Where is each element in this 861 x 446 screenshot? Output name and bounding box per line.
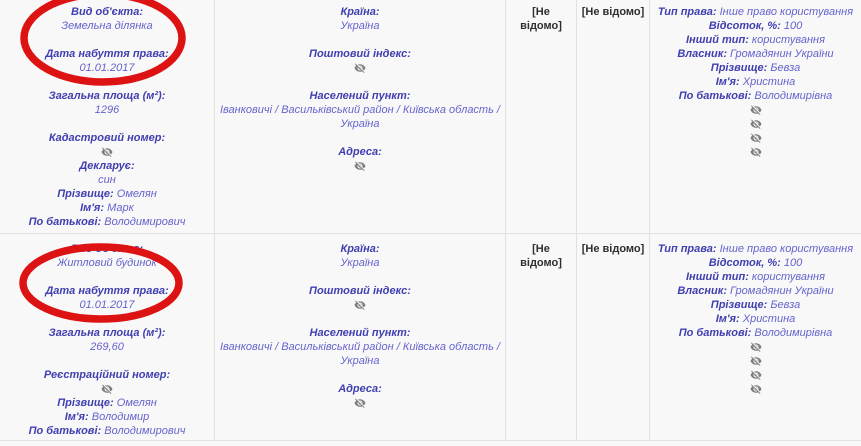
declarant-patronymic-line	[4, 424, 210, 438]
hidden-value-line	[4, 382, 210, 396]
surname-value: Бевза	[770, 299, 801, 311]
percent-line	[652, 19, 859, 33]
declarant-surname-line	[4, 187, 210, 201]
name-value: Христина	[742, 76, 796, 88]
eye-slash-icon	[101, 146, 113, 158]
owner-patronymic-line	[652, 326, 859, 340]
declarant-patronymic-line	[4, 215, 210, 229]
acquire-date-label: Дата набуття права:	[45, 285, 169, 297]
hidden-value-line	[219, 396, 501, 410]
total-area-label: Загальна площа (м²):	[48, 90, 166, 102]
total-area-group	[4, 89, 210, 117]
owner-label: Власник:	[677, 48, 727, 60]
name-label: Ім'я:	[64, 411, 89, 423]
acquire-date-group	[4, 284, 210, 312]
acquire-date-value: 01.01.2017	[79, 299, 135, 311]
surname-value: Бевза	[770, 62, 801, 74]
name-value: Христина	[742, 313, 796, 325]
rights-cell-row1	[650, 0, 861, 233]
unknown-value: [Не відомо]	[581, 243, 645, 255]
other-type-line	[652, 33, 859, 47]
other-type-label: Інший тип:	[686, 34, 749, 46]
surname-label: Прізвище:	[710, 62, 768, 74]
object-type-group	[4, 242, 210, 270]
eye-slash-icon	[354, 299, 366, 311]
unknown-value: [Не відомо]	[581, 6, 645, 18]
address-label: Адреса:	[338, 383, 382, 395]
unknown-cell-2-row2	[577, 234, 650, 440]
hidden-value-line	[219, 298, 501, 312]
object-details-group	[4, 368, 210, 438]
unknown-cell-1-row2	[506, 234, 577, 440]
name-label: Ім'я:	[715, 313, 740, 325]
surname-value: Омелян	[116, 188, 157, 200]
name-value: Марк	[107, 202, 134, 214]
eye-slash-icon	[750, 146, 762, 158]
country-group	[219, 5, 501, 33]
right-type-value: Інше право користування	[719, 243, 854, 255]
percent-label: Відсоток, %:	[708, 257, 781, 269]
country-value: Україна	[340, 20, 380, 32]
registration-number-label: Реєстраційний номер:	[43, 369, 171, 381]
unknown-value: [Не відомо]	[520, 6, 562, 32]
eye-slash-icon	[750, 118, 762, 130]
acquire-date-value: 01.01.2017	[79, 62, 135, 74]
object-cell-row1	[0, 0, 215, 233]
owner-label: Власник:	[677, 285, 727, 297]
total-area-value: 1296	[94, 104, 120, 116]
percent-label: Відсоток, %:	[708, 20, 781, 32]
country-label: Країна:	[340, 243, 380, 255]
patronymic-label: По батькові:	[678, 327, 752, 339]
settlement-label: Населений пункт:	[309, 90, 411, 102]
settlement-label: Населений пункт:	[309, 327, 411, 339]
unknown-cell-2-row1	[577, 0, 650, 233]
object-details-group	[4, 131, 210, 229]
patronymic-label: По батькові:	[28, 216, 102, 228]
name-value: Володимир	[91, 411, 150, 423]
eye-slash-icon	[750, 355, 762, 367]
eye-slash-icon	[750, 104, 762, 116]
object-type-label: Вид об'єкта:	[71, 243, 143, 255]
surname-label: Прізвище:	[57, 397, 114, 409]
eye-slash-icon	[354, 397, 366, 409]
hidden-value-line	[652, 131, 859, 145]
total-area-group	[4, 326, 210, 354]
property-row-2	[0, 234, 861, 441]
surname-label: Прізвище:	[710, 299, 768, 311]
acquire-date-group	[4, 47, 210, 75]
hidden-value-line	[219, 61, 501, 75]
surname-label: Прізвище:	[57, 188, 114, 200]
object-type-value: Земельна ділянка	[61, 20, 153, 32]
other-type-line	[652, 270, 859, 284]
owner-line	[652, 284, 859, 298]
settlement-value: Іванковичі / Васильківський район / Київська область / Україна	[219, 341, 500, 367]
hidden-value-line	[219, 159, 501, 173]
address-label: Адреса:	[338, 146, 382, 158]
declares-value: син	[98, 174, 116, 186]
address-group	[219, 382, 501, 410]
owner-name-line	[652, 75, 859, 89]
owner-surname-line	[652, 298, 859, 312]
hidden-value-line	[652, 103, 859, 117]
postal-code-label: Поштовий індекс:	[309, 285, 411, 297]
hidden-value-line	[652, 354, 859, 368]
other-type-value: користування	[751, 271, 825, 283]
settlement-group	[219, 326, 501, 368]
hidden-value-line	[652, 368, 859, 382]
hidden-value-line	[652, 382, 859, 396]
unknown-value: [Не відомо]	[520, 243, 562, 269]
eye-slash-icon	[750, 341, 762, 353]
postal-code-label: Поштовий індекс:	[309, 48, 411, 60]
patronymic-value: Володимирівна	[754, 90, 833, 102]
owner-surname-line	[652, 61, 859, 75]
acquire-date-label: Дата набуття права:	[45, 48, 169, 60]
settlement-group	[219, 89, 501, 131]
other-type-label: Інший тип:	[686, 271, 749, 283]
surname-value: Омелян	[116, 397, 157, 409]
right-type-label: Тип права:	[657, 6, 717, 18]
object-cell-row2	[0, 234, 215, 440]
settlement-value: Іванковичі / Васильківський район / Київська область / Україна	[219, 104, 500, 130]
country-group	[219, 242, 501, 270]
object-type-value: Житловий будинок	[57, 257, 157, 269]
eye-slash-icon	[354, 160, 366, 172]
declarant-name-line	[4, 201, 210, 215]
percent-line	[652, 256, 859, 270]
right-type-line	[652, 242, 859, 256]
owner-value: Громадянин України	[730, 48, 834, 60]
postal-code-group	[219, 47, 501, 75]
owner-line	[652, 47, 859, 61]
rights-cell-row2	[650, 234, 861, 440]
owner-value: Громадянин України	[730, 285, 834, 297]
object-type-label: Вид об'єкта:	[71, 6, 143, 18]
patronymic-label: По батькові:	[28, 425, 102, 437]
address-group	[219, 145, 501, 173]
owner-name-line	[652, 312, 859, 326]
other-type-value: користування	[751, 34, 825, 46]
percent-value: 100	[783, 20, 803, 32]
hidden-value-line	[4, 145, 210, 159]
name-label: Ім'я:	[80, 202, 105, 214]
total-area-label: Загальна площа (м²):	[48, 327, 166, 339]
declares-label: Декларує:	[79, 160, 135, 172]
location-cell-row1	[215, 0, 506, 233]
country-label: Країна:	[340, 6, 380, 18]
patronymic-value: Володимирівна	[754, 327, 833, 339]
eye-slash-icon	[750, 383, 762, 395]
patronymic-value: Володимирович	[104, 216, 186, 228]
country-value: Україна	[340, 257, 380, 269]
percent-value: 100	[783, 257, 803, 269]
patronymic-value: Володимирович	[104, 425, 186, 437]
right-type-value: Інше право користування	[719, 6, 854, 18]
object-type-group	[4, 5, 210, 33]
owner-patronymic-line	[652, 89, 859, 103]
cadastral-number-label: Кадастровий номер:	[48, 132, 166, 144]
declarant-name-line	[4, 410, 210, 424]
eye-slash-icon	[354, 62, 366, 74]
eye-slash-icon	[101, 383, 113, 395]
eye-slash-icon	[750, 369, 762, 381]
name-label: Ім'я:	[715, 76, 740, 88]
total-area-value: 269,60	[90, 341, 124, 353]
eye-slash-icon	[750, 132, 762, 144]
postal-code-group	[219, 284, 501, 312]
right-type-label: Тип права:	[657, 243, 717, 255]
right-type-line	[652, 5, 859, 19]
location-cell-row2	[215, 234, 506, 440]
hidden-value-line	[652, 145, 859, 159]
hidden-value-line	[652, 340, 859, 354]
unknown-cell-1-row1	[506, 0, 577, 233]
patronymic-label: По батькові:	[678, 90, 752, 102]
hidden-value-line	[652, 117, 859, 131]
declarant-surname-line	[4, 396, 210, 410]
